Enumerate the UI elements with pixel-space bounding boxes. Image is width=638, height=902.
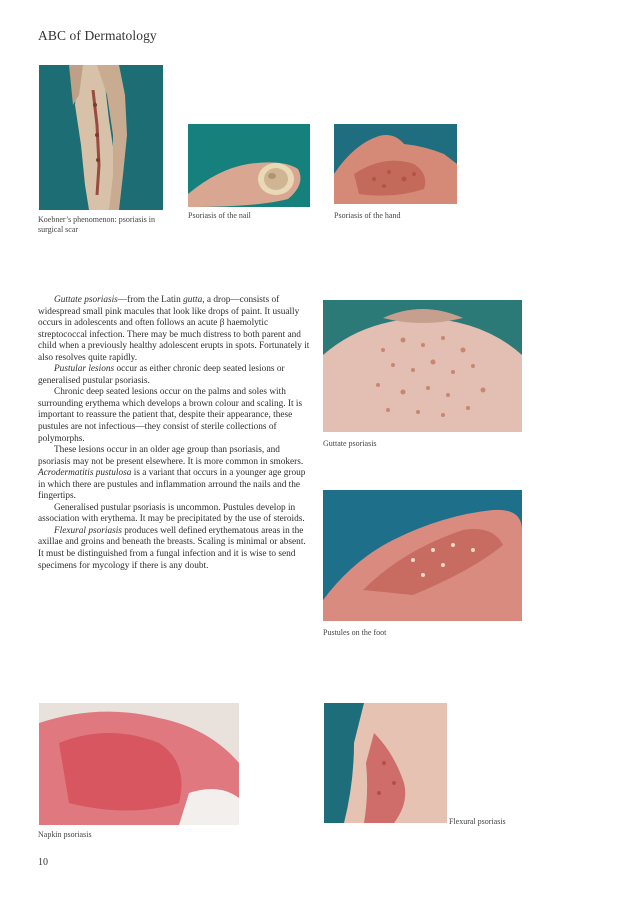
paragraph-generalised: Generalised pustular psoriasis is uncommon. Pustules develop in association with erythema. It may be precipitated by the use of steroids.	[38, 502, 305, 525]
hand-photo	[334, 124, 457, 204]
paragraph-older-age: These lesions occur in an older age group than psoriasis, and psoriasis may not be present elsewhere. It is more common in smokers. Acrodermatitis pustulosa is a variant that occurs in a younger age group in which there are pustules and inflammation arround the nails and the fingertips.	[38, 445, 306, 502]
guttate-caption: Guttate psoriasis	[323, 439, 377, 448]
nail-caption: Psoriasis of the nail	[188, 211, 251, 220]
body-text	[38, 295, 312, 572]
paragraph-chronic: Chronic deep seated lesions occur on the palms and soles with surrounding erythema which develops a brown colour and scaling. It is important to reassure the patient that, despite their appearance, these pustules are not infectious—they consist of sterile collections of polymorphs.	[38, 387, 303, 444]
nail-photo	[188, 124, 310, 207]
napkin-photo	[39, 703, 239, 825]
koebner-photo	[39, 65, 163, 210]
flexural-caption: Flexural psoriasis	[449, 817, 506, 826]
foot-photo	[323, 490, 522, 621]
flexural-photo	[324, 703, 447, 823]
foot-caption: Pustules on the foot	[323, 628, 387, 637]
koebner-caption: Koebner’s phenomenon: psoriasis in surgical scar	[38, 215, 155, 234]
paragraph-flexural: Flexural psoriasis produces well defined erythematous areas in the axillae and groins and beneath the breasts. Scaling is minimal or absent. It must be distinguished from a fungal infection and it is wise to send specimens for mycology if there is any doubt.	[38, 525, 306, 571]
paragraph-guttate: Guttate psoriasis—from the Latin gutta, a drop—consists of widespread small pink macules that look like drops of paint. It usually occurs in adolescents and often follows an acute β haemolytic streptococcal infection. There may be much distress to both parent and child when a previously healthy adolescent erupts in spots. Fortunately it also resolves quite rapidly.	[38, 295, 310, 363]
running-head: ABC of Dermatology	[38, 28, 157, 43]
hand-caption: Psoriasis of the hand	[334, 211, 401, 220]
napkin-caption: Napkin psoriasis	[38, 830, 92, 839]
guttate-photo	[323, 300, 522, 432]
paragraph-pustular: Pustular lesions occur as either chronic deep seated lesions or generalised pustular psoriasis.	[38, 364, 285, 386]
page-number: 10	[38, 857, 48, 868]
